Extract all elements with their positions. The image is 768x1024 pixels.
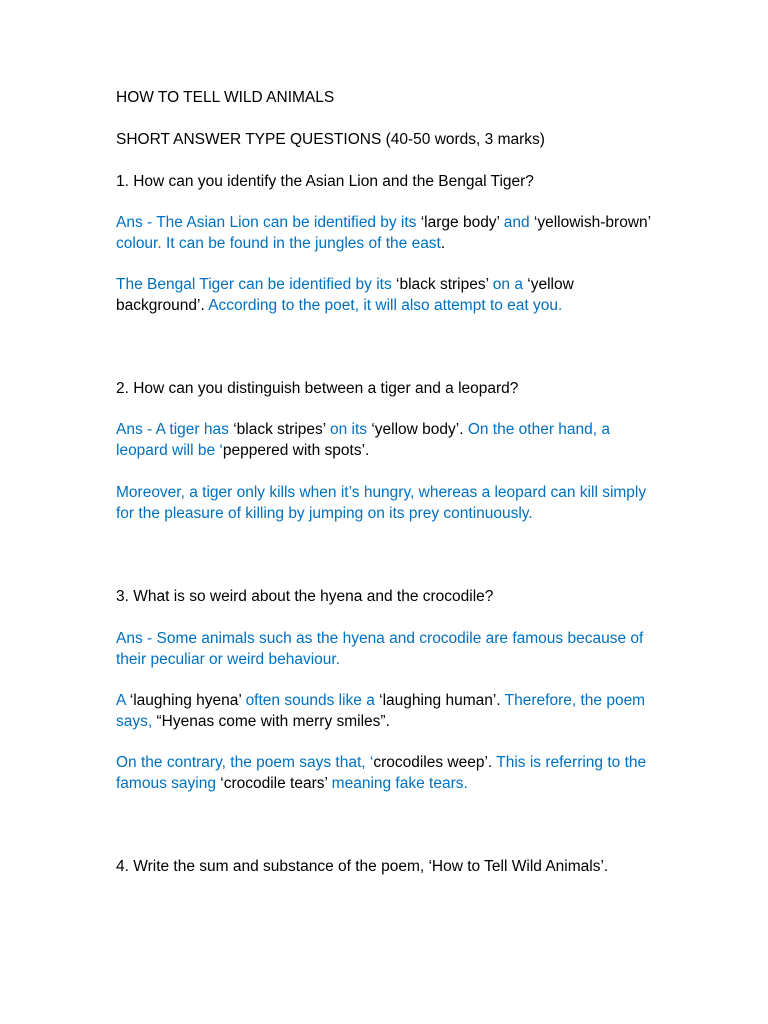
answer-2-paragraph-1 <box>116 419 656 461</box>
answer-text-run: ‘crocodile tears’ <box>220 775 332 792</box>
answer-text-run: ‘yellow body’. <box>371 421 468 438</box>
answer-text-run: This is referring to the famous saying <box>116 754 647 792</box>
answer-3-paragraph-3 <box>116 752 656 794</box>
answer-text-run: on a <box>492 276 528 293</box>
answer-text-run: crocodiles weep’. <box>373 754 497 771</box>
answer-text-run: ‘laughing hyena’ <box>129 692 246 709</box>
answer-text-run: meaning fake tears. <box>331 775 468 792</box>
answer-text-run: ‘black stripes’ <box>396 276 493 293</box>
answer-text-run: ‘black stripes’ <box>233 421 330 438</box>
answer-text-run: . <box>440 235 446 252</box>
answer-text-run: on its <box>329 421 372 438</box>
answer-text-run: colour. It can be found in the jungles of the east <box>116 235 441 252</box>
answer-text-run: “Hyenas come with merry smiles”. <box>156 713 390 730</box>
answer-3-paragraph-1 <box>116 628 656 670</box>
answer-text-run: peppered with spots’. <box>222 442 370 459</box>
question-1: 1. How can you identify the Asian Lion and the Bengal Tiger? <box>116 173 534 190</box>
answer-text-run: Ans - A tiger has <box>116 421 234 438</box>
question-3: 3. What is so weird about the hyena and the crocodile? <box>116 588 494 605</box>
answer-1-paragraph-2 <box>116 274 656 316</box>
answer-2-paragraph-2 <box>116 482 656 524</box>
answer-text-run: ‘laughing human’. <box>379 692 505 709</box>
answer-text-run: The Bengal Tiger can be identified by its <box>116 276 397 293</box>
answer-text-run: and <box>503 214 534 231</box>
question-4: 4. Write the sum and substance of the poem, ‘How to Tell Wild Animals’. <box>116 858 609 875</box>
document-subtitle: SHORT ANSWER TYPE QUESTIONS (40-50 words, 3 marks) <box>116 131 545 148</box>
answer-text-run: ‘yellow background’. <box>116 276 574 314</box>
answer-text-run: often sounds like a <box>245 692 380 709</box>
question-2: 2. How can you distinguish between a tiger and a leopard? <box>116 380 519 397</box>
answer-1-paragraph-1 <box>116 212 656 254</box>
answer-3-paragraph-2 <box>116 690 656 732</box>
answer-text-run: On the other hand, a leopard will be ‘ <box>116 421 610 459</box>
answer-text-run: Moreover, a tiger only kills when it’s hungry, whereas a leopard can kill simply for the pleasure of killing by jumping on its prey continuously. <box>116 484 647 522</box>
answer-text-run: On the contrary, the poem says that, ‘ <box>116 754 374 771</box>
answer-text-run: A <box>116 692 130 709</box>
answer-text-run: Therefore, the poem says, <box>116 692 646 730</box>
answer-text-run: According to the poet, it will also attempt to eat you. <box>208 297 563 314</box>
answer-text-run: ‘large body’ <box>420 214 504 231</box>
answer-text-run: ‘yellowish-brown’ <box>533 214 651 231</box>
answer-text-run: Ans - The Asian Lion can be identified by its <box>116 214 421 231</box>
document-title: HOW TO TELL WILD ANIMALS <box>116 89 335 106</box>
answer-text-run: Ans - Some animals such as the hyena and crocodile are famous because of their peculiar or weird behaviour. <box>116 630 644 668</box>
